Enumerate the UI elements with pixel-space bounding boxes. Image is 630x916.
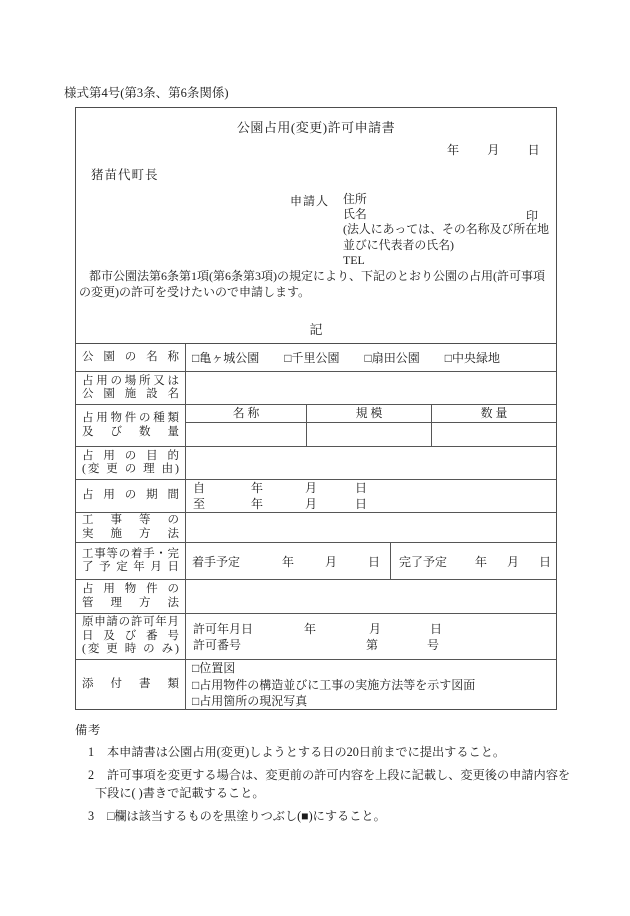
original-permit-label-2: 日 及 び 番 号: [82, 629, 179, 642]
remark-text: □欄は該当するものを黒塗りつぶし(■)にすること。: [107, 809, 386, 823]
place-input-area: [186, 372, 556, 404]
purpose-label-1: 占 用 の 目 的: [82, 449, 179, 462]
year-label: 年: [475, 554, 488, 569]
schedule-label-1: 工事等の着手・完: [82, 547, 179, 560]
application-body-line-1: 都市公園法第6条第1項(第6条第3項)の規定により、下記のとおり公園の占用(許可事項: [89, 269, 545, 283]
period-to-line: [186, 496, 556, 512]
objects-label-1: 占用物件の種類: [82, 412, 179, 424]
application-body-line-2: の変更)の許可を受けたいので申請します。: [79, 285, 311, 299]
row-occupancy-period: [76, 479, 556, 512]
seal-mark: 印: [526, 209, 539, 223]
schedule-finish-label: 完了予定: [399, 554, 448, 569]
applicant-label: 申請人: [290, 194, 330, 208]
objects-header-size: 規 模: [307, 405, 432, 423]
applicant-name-label: 氏名: [343, 207, 367, 222]
place-label-1: 占用の場所又は: [82, 374, 179, 387]
period-label: 占 用 の 期 間: [82, 489, 179, 502]
date-line: [447, 141, 540, 158]
checkbox-option-ogida: □扇田公園: [364, 351, 420, 365]
remark-number: 1: [88, 744, 95, 759]
applicant-corp-note-1: (法人にあっては、その名称及び所在地: [343, 222, 549, 237]
period-from-line: [186, 480, 556, 496]
objects-size-cell: [307, 423, 432, 446]
month-label: 月: [507, 554, 520, 569]
permit-date-line: [186, 621, 556, 637]
permit-number-label: 許可番号: [193, 637, 242, 652]
remark-text: 本申請書は公園占用(変更)しようとする日の20日前までに提出すること。: [107, 744, 506, 759]
management-label-2: 管 理 方 法: [82, 596, 179, 609]
applicant-tel-label: TEL: [343, 252, 365, 267]
checkbox-attachment-structure-drawing: □占用物件の構造並びに工事の実施方法等を示す図面: [192, 677, 476, 692]
period-from-label: 自: [193, 481, 206, 495]
row-occupancy-objects: [76, 404, 556, 446]
form-table: [76, 343, 556, 710]
year-label: 年: [447, 143, 460, 157]
remark-item-3: [75, 807, 587, 826]
number-prefix: 第: [366, 637, 379, 652]
remark-text: 許可事項を変更する場合は、変更前の許可内容を上段に記載し、変更後の申請内容を 下段に( )書きで記載すること。: [107, 766, 570, 803]
row-management-method: [76, 579, 556, 613]
park-name-label: 公 園 の 名 称: [82, 350, 179, 363]
original-permit-label-1: 原申請の許可年月: [82, 616, 179, 629]
month-label: 月: [305, 481, 318, 495]
row-occupancy-purpose: [76, 446, 556, 479]
remark-number: 2: [88, 767, 95, 782]
month-label: 月: [305, 497, 318, 511]
row-construction-schedule: [76, 542, 556, 579]
checkbox-attachment-site-photo: □占用箇所の現況写真: [192, 694, 308, 709]
management-label-1: 占 用 物 件 の: [82, 583, 179, 595]
objects-header-name: 名 称: [186, 405, 307, 423]
objects-header-quantity: 数 量: [432, 405, 556, 423]
day-label: 日: [430, 621, 443, 636]
original-permit-label-3: (変 更 時 の み): [82, 643, 179, 656]
remark-text-continuation: 下段に( )書きで記載すること。: [95, 786, 265, 800]
attachments-label: 添 付 書 類: [82, 678, 179, 691]
month-label: 月: [325, 554, 338, 569]
objects-quantity-cell: [432, 423, 556, 446]
management-input-area: [186, 580, 556, 613]
schedule-finish-cell: [391, 543, 556, 579]
month-label: 月: [369, 621, 382, 636]
year-label: 年: [251, 497, 264, 511]
year-label: 年: [251, 481, 264, 495]
construction-label-2: 実 施 方 法: [82, 527, 179, 540]
remark-number: 3: [88, 809, 95, 823]
remarks-section: [75, 721, 587, 826]
schedule-label-2: 了 予 定 年 月 日: [82, 561, 179, 573]
form-box: [75, 107, 557, 710]
applicant-block: [343, 192, 549, 268]
objects-name-cell: [186, 423, 307, 446]
checkbox-attachment-location-map: □位置図: [192, 661, 236, 676]
period-to-label: 至: [193, 497, 206, 511]
row-original-permit: [76, 613, 556, 659]
row-park-name: [76, 344, 556, 371]
day-label: 日: [355, 497, 368, 511]
schedule-start-label: 着手予定: [192, 554, 241, 569]
row-occupancy-place: [76, 371, 556, 404]
checkbox-option-senri: □千里公園: [284, 351, 340, 365]
form-title: 公園占用(変更)許可申請書: [236, 120, 396, 135]
checkbox-option-chuo: □中央緑地: [444, 351, 500, 365]
applicant-address-label: 住所: [343, 192, 367, 206]
month-label: 月: [487, 143, 500, 157]
applicant-corp-note-2: 並びに代表者の氏名): [343, 237, 454, 252]
permit-date-label: 許可年月日: [193, 621, 254, 636]
year-label: 年: [304, 621, 317, 636]
remarks-heading: 備考: [75, 723, 102, 737]
permit-number-line: [186, 637, 556, 653]
day-label: 日: [355, 481, 368, 495]
objects-label-2: 及 び 数 量: [82, 425, 179, 438]
day-label: 日: [527, 143, 540, 157]
day-label: 日: [368, 554, 381, 569]
schedule-start-cell: [186, 543, 391, 579]
row-attachments: [76, 659, 556, 710]
purpose-label-2: (変 更 の 理 由): [82, 463, 179, 475]
form-number: 様式第4号(第3条、第6条関係): [64, 86, 229, 100]
row-construction-method: [76, 512, 556, 542]
record-heading: 記: [309, 322, 323, 337]
remark-item-1: [75, 743, 587, 762]
construction-input-area: [186, 513, 556, 542]
day-label: 日: [539, 554, 552, 569]
year-label: 年: [282, 554, 295, 569]
checkbox-option-kamegajo: □亀ヶ城公園: [192, 351, 260, 365]
addressee: 猪苗代町長: [91, 168, 159, 182]
construction-label-1: 工 事 等 の: [82, 514, 179, 526]
purpose-input-area: [186, 447, 556, 479]
number-suffix: 号: [427, 637, 440, 652]
remark-item-2: [75, 766, 587, 803]
place-label-2: 公 園 施 設 名: [82, 388, 179, 400]
